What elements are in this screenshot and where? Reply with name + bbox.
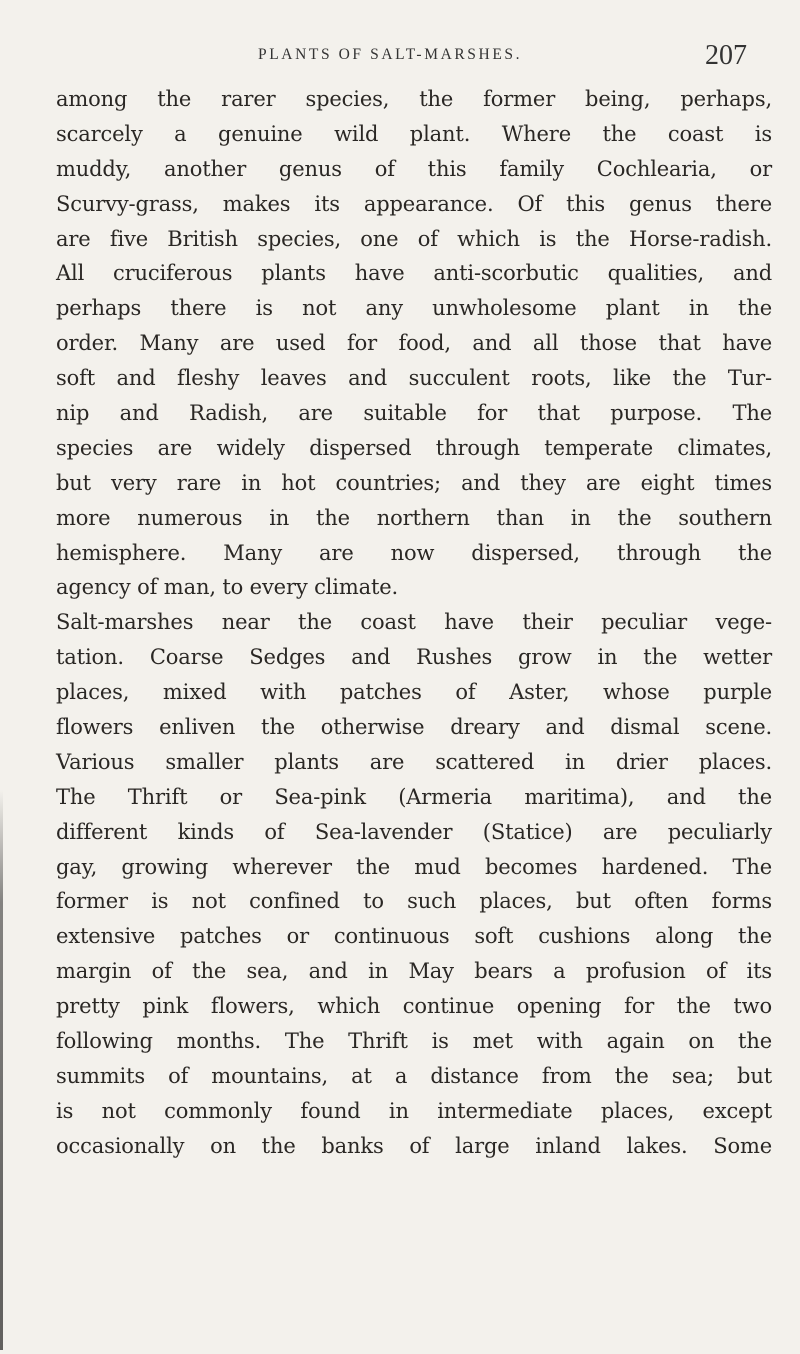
text-line: extensive patches or continuous soft cushions along the bbox=[56, 924, 772, 949]
text-line: Scurvy-grass, makes its appearance. Of this genus there bbox=[56, 191, 772, 216]
text-line: different kinds of Sea-lavender (Statice) are peculiarly bbox=[56, 819, 772, 844]
running-head-title: PLANTS OF SALT-MARSHES. bbox=[258, 46, 523, 63]
text-line: The Thrift or Sea-pink (Armeria maritima), and the bbox=[56, 784, 772, 809]
text-line: perhaps there is not any unwholesome plant in the bbox=[56, 296, 772, 321]
text-line: summits of mountains, at a distance from the sea; but bbox=[56, 1063, 772, 1088]
text-line: gay, growing wherever the mud becomes hardened. The bbox=[56, 854, 772, 879]
text-line: following months. The Thrift is met with again on the bbox=[56, 1029, 772, 1054]
body-text bbox=[56, 82, 772, 1164]
text-line: order. Many are used for food, and all those that have bbox=[56, 331, 772, 356]
page-number: 207 bbox=[705, 40, 747, 71]
text-line: margin of the sea, and in May bears a profusion of its bbox=[56, 959, 772, 984]
text-line: flowers enliven the otherwise dreary and dismal scene. bbox=[56, 715, 772, 740]
text-line: among the rarer species, the former being, perhaps, bbox=[56, 87, 772, 111]
text-line: is not commonly found in intermediate places, except bbox=[56, 1098, 772, 1123]
text-line: are five British species, one of which is the Horse-radish. bbox=[56, 226, 772, 251]
binding-edge-shadow bbox=[0, 790, 3, 1350]
text-line: species are widely dispersed through temperate climates, bbox=[56, 435, 772, 460]
text-line: but very rare in hot countries; and they are eight times bbox=[56, 470, 772, 495]
text-line: occasionally on the banks of large inland lakes. Some bbox=[56, 1133, 772, 1158]
text-line: agency of man, to every climate. bbox=[56, 575, 399, 600]
text-line: former is not confined to such places, but often forms bbox=[56, 889, 772, 914]
text-line: Various smaller plants are scattered in drier places. bbox=[56, 749, 772, 774]
text-line: Salt-marshes near the coast have their peculiar vege- bbox=[56, 610, 772, 635]
text-line: muddy, another genus of this family Cochlearia, or bbox=[56, 156, 772, 181]
text-line: pretty pink flowers, which continue opening for the two bbox=[56, 994, 772, 1019]
text-line: scarcely a genuine wild plant. Where the coast is bbox=[56, 121, 772, 146]
text-line: more numerous in the northern than in the southern bbox=[56, 505, 772, 530]
text-line: All cruciferous plants have anti-scorbutic qualities, and bbox=[56, 261, 772, 286]
text-line: places, mixed with patches of Aster, whose purple bbox=[56, 680, 772, 705]
text-line: hemisphere. Many are now dispersed, through the bbox=[56, 540, 772, 565]
text-line: soft and fleshy leaves and succulent roots, like the Tur- bbox=[56, 366, 772, 391]
text-line: nip and Radish, are suitable for that purpose. The bbox=[56, 401, 772, 426]
text-line: tation. Coarse Sedges and Rushes grow in the wetter bbox=[56, 645, 772, 670]
